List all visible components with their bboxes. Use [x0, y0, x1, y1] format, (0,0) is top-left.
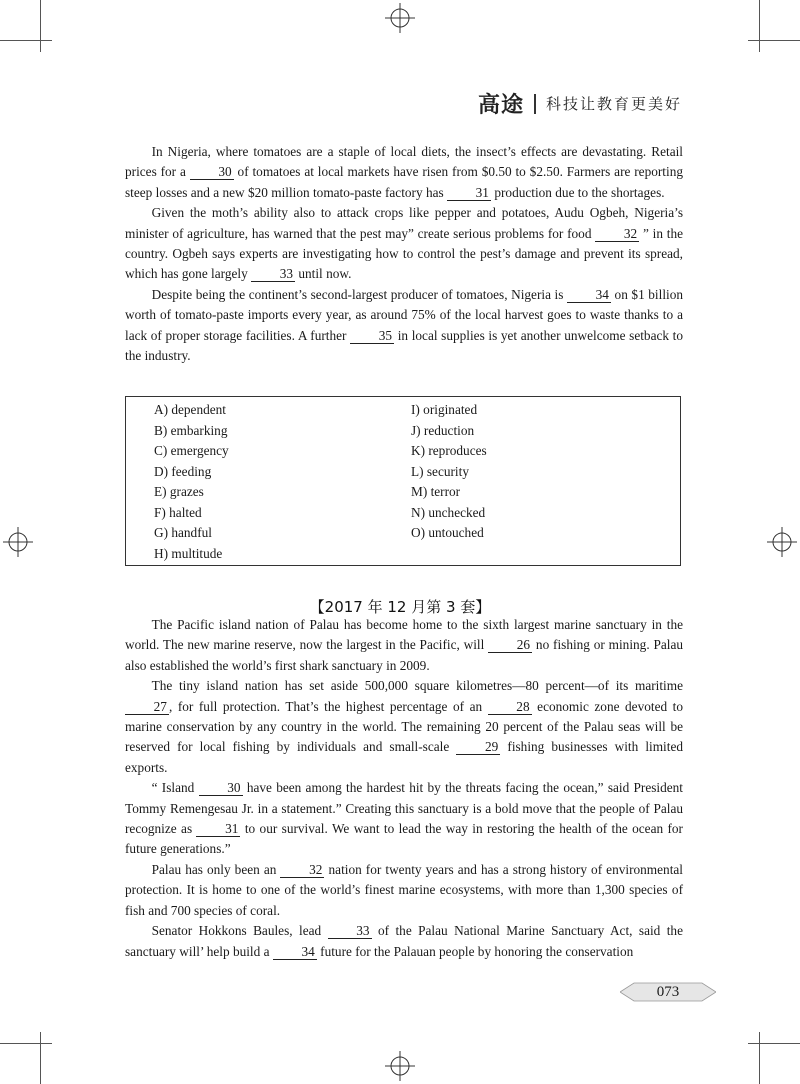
word-bank — [125, 396, 681, 566]
option-k: K) reproduces — [411, 443, 487, 458]
paragraph: In Nigeria, where tomatoes are a staple of local diets, the insect’s effects are devastating. Retail prices for a 30 of tomatoes at local markets have risen from $0.50 to $2.50. Farmers are reporting steep losses and a new $20 million tomato-paste factory has 31 production due to the shortages. — [125, 144, 683, 200]
blank-28: 28 — [488, 700, 532, 715]
crop-mark — [759, 1032, 760, 1084]
paragraph: Given the moth’s ability also to attack crops like pepper and potatoes, Audu Ogbeh, Nigeria’s minister of agriculture, has warned that the pest may” create serious problems for food 32 ” in the country. Ogbeh says experts are investigating how to control the pest’s damage and prevent its spread, which has gone largely 33 until now. — [125, 205, 684, 282]
option-b: B) embarking — [154, 422, 228, 438]
blank-30: 30 — [190, 165, 234, 180]
blank-27: 27 — [125, 700, 169, 715]
paragraph: Despite being the continent’s second-largest producer of tomatoes, Nigeria is 34 on $1 billion worth of tomato-paste imports every year, as around 75% of the local harvest goes to waste thanks to a lack of proper storage facilities. A further 35 in local supplies is yet another unwelcome setback to the industry. — [125, 286, 684, 364]
registration-mark-icon — [3, 527, 33, 557]
section-title: 【2017 年 12 月第 3 套】 — [309, 598, 491, 616]
paragraph: The Pacific island nation of Palau has become home to the sixth largest marine sanctuary in the world. The new marine reserve, now the largest in the Pacific, will 26 no fishing or mining. Palau also established the world’s first shark sanctuary in 2009. — [125, 617, 683, 673]
crop-mark — [40, 1032, 41, 1084]
page-number: 073 — [656, 984, 680, 1000]
option-j: J) reduction — [411, 422, 475, 438]
option-h: H) multitude — [154, 545, 223, 561]
passage-2 — [125, 615, 683, 962]
passage-1 — [125, 142, 683, 366]
registration-mark-icon — [385, 1051, 415, 1081]
blank-35: 35 — [350, 329, 394, 344]
option-f: F) halted — [154, 504, 202, 520]
crop-mark — [0, 1043, 52, 1044]
paragraph: “ Island 30 have been among the hardest hit by the threats facing the ocean,” said President Tommy Remengesau Jr. in a statement.” Creating this sanctuary is a bold move that the people of Palau recognize as 31 to our survival. We want to lead the way in restoring the health of the ocean for future generations.” — [125, 780, 684, 857]
option-e: E) grazes — [154, 484, 204, 499]
option-i: I) originated — [411, 402, 478, 417]
blank-26: 26 — [488, 638, 532, 653]
option-o: O) untouched — [411, 525, 484, 540]
blank-33: 33 — [251, 267, 295, 282]
blank-29: 29 — [456, 740, 500, 755]
blank-31: 31 — [196, 822, 240, 837]
option-c: C) emergency — [154, 443, 229, 458]
blank-33: 33 — [328, 924, 372, 939]
option-l: L) security — [411, 463, 469, 479]
paragraph: The tiny island nation has set aside 500,000 square kilometres—80 percent—of its maritime 27 , for full protection. That’s the highest percentage of an 28 economic zone devoted to marine conservation by any country in the world. The remaining 20 percent of the Palau seas will be reserved for local fishing by individuals and small-scale 29 fishing businesses with limited exports. — [125, 678, 683, 775]
option-n: N) unchecked — [411, 504, 486, 520]
paragraph: Senator Hokkons Baules, lead 33 of the Palau National Marine Sanctuary Act, said the sanctuary will’ help build a 34 future for the Palauan people by honoring the conservation — [125, 923, 683, 959]
crop-mark — [748, 1043, 800, 1044]
blank-34: 34 — [567, 288, 611, 303]
option-d: D) feeding — [154, 463, 212, 479]
brand-logo: 高途 — [477, 93, 524, 118]
blank-31: 31 — [447, 186, 491, 201]
option-a: A) dependent — [154, 402, 226, 417]
crop-mark — [759, 0, 760, 52]
registration-mark-icon — [767, 527, 797, 557]
registration-mark-icon — [385, 3, 415, 33]
crop-mark — [40, 0, 41, 52]
option-g: G) handful — [154, 525, 212, 540]
brand-slogan: 科技让教育更美好 — [545, 95, 682, 113]
crop-mark — [0, 40, 52, 41]
page-header — [478, 88, 682, 119]
blank-32: 32 — [595, 227, 639, 242]
header-divider — [534, 94, 536, 114]
crop-mark — [748, 40, 800, 41]
blank-34: 34 — [273, 945, 317, 960]
blank-32: 32 — [280, 863, 324, 878]
option-m: M) terror — [411, 484, 461, 499]
paragraph: Palau has only been an 32 nation for twenty years and has a strong history of environmental protection. It is home to one of the world’s finest marine ecosystems, with more than 1,300 species of fish and 700 species of coral. — [125, 861, 683, 918]
blank-30: 30 — [199, 781, 243, 796]
